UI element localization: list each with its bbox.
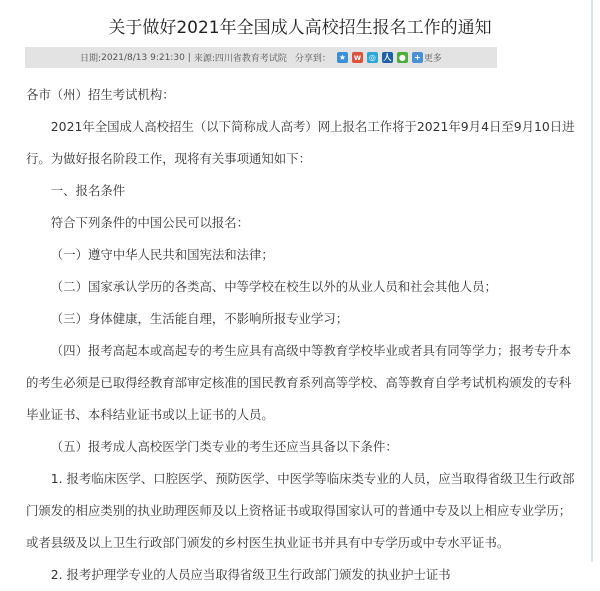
- article-source: 四川省教育考试院: [214, 54, 287, 64]
- share-label: 分享到：: [294, 54, 331, 64]
- qzone-icon[interactable]: ★: [338, 53, 346, 62]
- publish-date: 2021/8/13 9:21:30: [101, 52, 185, 63]
- page-right-border: [591, 0, 593, 562]
- renren-icon[interactable]: 人: [383, 53, 392, 62]
- wechat-icon[interactable]: ●: [397, 52, 408, 63]
- more-share-icon[interactable]: +: [412, 52, 423, 63]
- condition-item: （一）遵守中华人民共和国宪法和法律；: [50, 247, 274, 262]
- weibo-icon[interactable]: w: [353, 53, 362, 62]
- date-label: 日期:: [80, 54, 102, 64]
- meta-separator: |: [187, 52, 191, 63]
- sub-condition-item: 2. 报考护理学专业的人员应当取得省级卫生行政部门颁发的执业护士证书: [50, 567, 451, 582]
- section-heading: 一、报名条件: [50, 183, 126, 198]
- article-body: [26, 79, 576, 591]
- condition-item: （二）国家承认学历的各类高、中等学校在校生以外的从业人员和社会其他人员；: [50, 279, 497, 294]
- salutation: 各市（州）招生考试机构：: [26, 87, 175, 102]
- share-more-link[interactable]: 更多: [423, 54, 442, 64]
- condition-item: （四）报考高起本或高起专的考生应具有高级中等教育学校毕业或者具有同等学力；报考专升本的考生必须是已取得经教育部审定核准的国民教育系列高等学校、高等教育自学考试机构颁发的专科毕业证书、本科结业证书或以上证书的人员。: [26, 343, 572, 422]
- article-meta-bar: [25, 47, 497, 68]
- tencent-weibo-icon[interactable]: ◎: [367, 52, 378, 63]
- source-label: 来源:: [193, 54, 215, 64]
- sub-condition-item: 1. 报考临床医学、口腔医学、预防医学、中医学等临床类专业的人员，应当取得省级卫生行政部门颁发的相应类别的执业助理医师及以上资格证书或取得国家认可的普通中专及以上相应专业学历；或者县级及以上卫生行政部门颁发的乡村医生执业证书并具有中专学历或中专水平证书。: [26, 471, 575, 550]
- condition-item: （五）报考成人高校医学门类专业的考生还应当具备以下条件：: [50, 439, 398, 454]
- intro-paragraph: 2021年全国成人高校招生（以下简称成人高考）网上报名工作将于2021年9月4日至9月10日进行。为做好报名阶段工作，现将有关事项通知如下：: [26, 119, 575, 166]
- condition-item: （三）身体健康，生活能自理，不影响所报专业学习；: [50, 311, 349, 326]
- article-title: 关于做好2021年全国成人高校招生报名工作的通知: [108, 18, 492, 38]
- paragraph: 符合下列条件的中国公民可以报名：: [50, 215, 250, 230]
